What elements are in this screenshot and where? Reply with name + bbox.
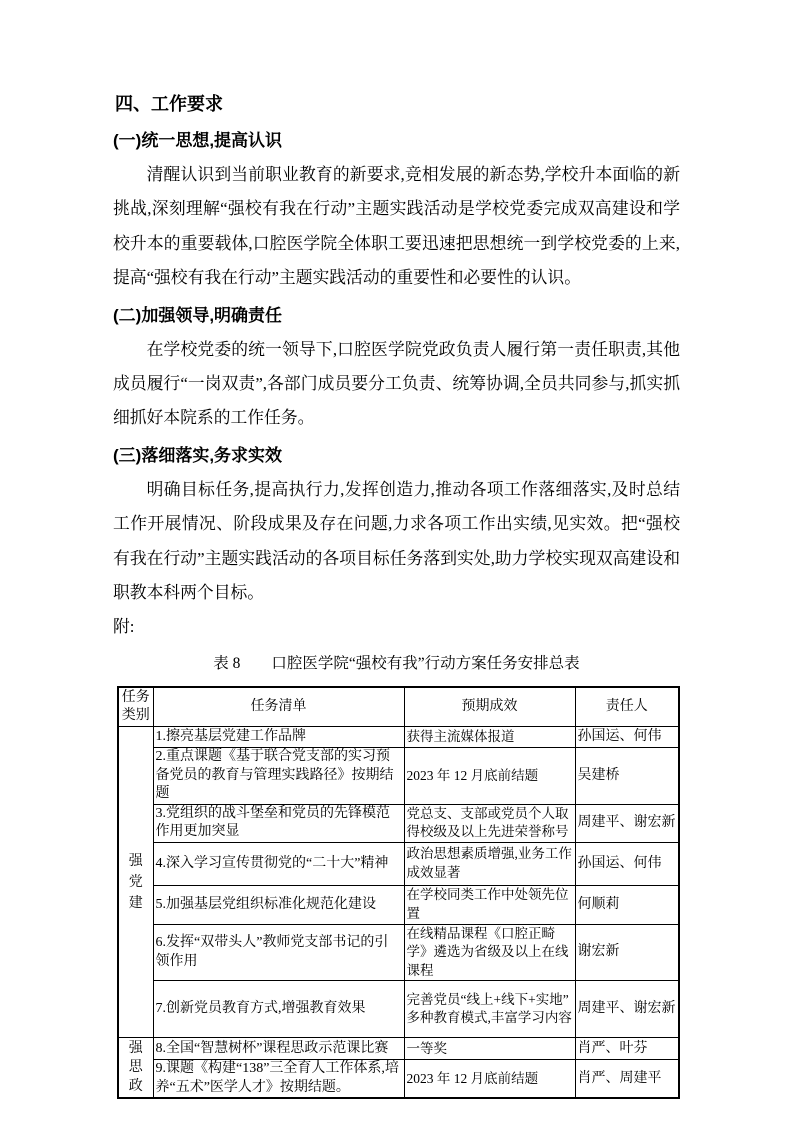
- cell-outcome: 党总支、支部或党员个人取得校级及以上先进荣誉称号: [404, 804, 575, 842]
- cell-task: 8.全国“智慧树杯”课程思政示范课比赛: [153, 1038, 404, 1060]
- table-row: [118, 924, 679, 981]
- cell-task: 5.加强基层党组织标准化规范化建设: [153, 885, 404, 924]
- cell-outcome: 在线精品课程《口腔正畸学》遴选为省级及以上在线课程: [404, 924, 575, 981]
- cell-task: 4.深入学习宣传贯彻党的“二十大”精神: [153, 842, 404, 885]
- group-cell-party-building: [118, 727, 153, 1038]
- header-owner: 责任人: [575, 687, 679, 727]
- table-row: [118, 1038, 679, 1060]
- section-paragraph-3: 明确目标任务,提高执行力,发挥创造力,推动各项工作落细落实,及时总结工作开展情况、阶段成果及存在问题,力求各项工作出实绩,见实效。把“强校有我在行动”主题实践活动的各项目标任务落到实处,助力学校实现双高建设和职教本科两个目标。: [113, 479, 680, 603]
- cell-owner: 周建平、谢宏新: [575, 804, 679, 842]
- group-label: 强思政: [128, 1041, 143, 1095]
- table-row: [118, 727, 679, 748]
- cell-task: 7.创新党员教育方式,增强教育效果: [153, 981, 404, 1038]
- cell-owner: 肖严、周建平: [575, 1060, 679, 1099]
- table-row: [118, 842, 679, 885]
- header-outcome: 预期成效: [404, 687, 575, 727]
- cell-owner: 孙国运、何伟: [575, 727, 679, 748]
- section-paragraph-1: 清醒认识到当前职业教育的新要求,竞相发展的新态势,学校升本面临的新挑战,深刻理解“强校有我在行动”主题实践活动是学校党委完成双高建设和学校升本的重要载体,口腔医学院全体职工要迅速把思想统一到学校党委的上来,提高“强校有我在行动”主题实践活动的重要性和必要性的认识。: [113, 165, 680, 288]
- cell-outcome: 2023 年 12 月底前结题: [404, 748, 575, 805]
- page-title: 四、工作要求: [115, 94, 223, 114]
- cell-outcome: 完善党员“线上+线下+实地”多种教育模式,丰富学习内容: [404, 981, 575, 1038]
- section-heading-3: (三)落细落实,务求实效: [113, 445, 283, 465]
- cell-owner: 何顺莉: [575, 885, 679, 924]
- cell-owner: 谢宏新: [575, 924, 679, 981]
- table-header-row: [118, 687, 679, 727]
- section-heading-2: (二)加强领导,明确责任: [113, 305, 283, 325]
- cell-task: 1.擦亮基层党建工作品牌: [153, 727, 404, 748]
- cell-owner: 吴建桥: [575, 748, 679, 805]
- section-paragraph-2: 在学校党委的统一领导下,口腔医学院党政负责人履行第一责任职责,其他成员履行“一岗双责”,各部门成员要分工负责、统筹协调,全员共同参与,抓实抓细抓好本院系的工作任务。: [113, 339, 680, 428]
- table-row: [118, 885, 679, 924]
- cell-outcome: 获得主流媒体报道: [404, 727, 575, 748]
- header-category: 任务类别: [118, 687, 153, 727]
- cell-outcome: 在学校同类工作中处领先位置: [404, 885, 575, 924]
- cell-outcome: 政治思想素质增强,业务工作成效显著: [404, 842, 575, 885]
- cell-owner: 周建平、谢宏新: [575, 981, 679, 1038]
- group-label: 强党建: [128, 853, 143, 911]
- section-heading-1: (一)统一思想,提高认识: [113, 131, 283, 150]
- table-row: [118, 804, 679, 842]
- table-row: [118, 748, 679, 805]
- task-assignment-table: [117, 686, 680, 1100]
- cell-task: 2.重点课题《基于联合党支部的实习预备党员的教育与管理实践路径》按期结题: [153, 748, 404, 805]
- table-row: [118, 1060, 679, 1099]
- table-row: [118, 981, 679, 1038]
- cell-task: 6.发挥“双带头人”教师党支部书记的引领作用: [153, 924, 404, 981]
- cell-outcome: 一等奖: [404, 1038, 575, 1060]
- group-cell-ideology: [118, 1038, 153, 1099]
- cell-owner: 肖严、叶芬: [575, 1038, 679, 1060]
- cell-task: 9.课题《构建“138”三全育人工作体系,培养“五术”医学人才》按期结题。: [153, 1060, 404, 1099]
- attachment-label: 附:: [113, 617, 135, 637]
- cell-owner: 孙国运、何伟: [575, 842, 679, 885]
- cell-outcome: 2023 年 12 月底前结题: [404, 1060, 575, 1099]
- table-caption: 表 8 口腔医学院“强校有我”行动方案任务安排总表: [213, 654, 580, 672]
- header-tasks: 任务清单: [153, 687, 404, 727]
- cell-task: 3.党组织的战斗堡垒和党员的先锋模范作用更加突显: [153, 804, 404, 842]
